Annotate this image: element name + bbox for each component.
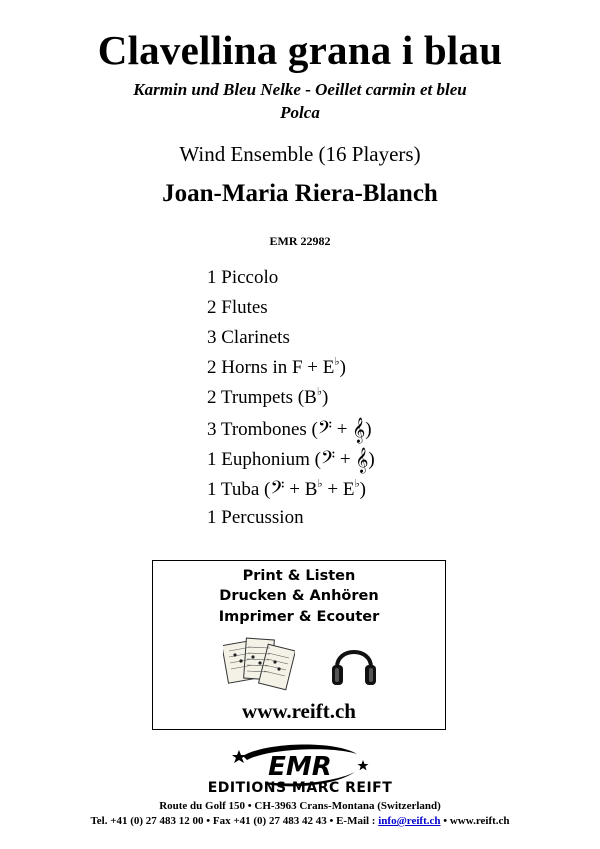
instrument-label: 1 Percussion — [207, 507, 304, 528]
flat-symbol: ♭ — [317, 478, 323, 490]
headphones-icon — [329, 637, 379, 689]
instrument-trombones — [207, 416, 372, 440]
instrument-label-end: ) — [359, 479, 366, 500]
plus-sign: + — [332, 419, 353, 440]
instrument-label-part: + B — [284, 479, 318, 500]
instrument-tuba — [207, 476, 366, 500]
plus-sign: + — [335, 449, 356, 470]
instrument-label: 3 Clarinets — [207, 327, 290, 348]
promo-line-french: Imprimer & Ecouter — [218, 609, 380, 625]
promo-line-english: Print & Listen — [242, 568, 356, 584]
page-title: Clavellina grana i blau — [97, 27, 503, 73]
instrument-label: 1 Tuba ( — [207, 479, 271, 500]
publisher-contact — [0, 815, 600, 827]
flat-symbol: ♭ — [334, 356, 340, 368]
instrument-label: 3 Trombones ( — [207, 419, 318, 440]
treble-clef-icon: 𝄞 — [355, 447, 369, 472]
flat-symbol: ♭ — [316, 386, 323, 398]
instrument-label: 2 Trumpets (B — [207, 387, 317, 408]
instrument-percussion — [207, 506, 304, 530]
print-listen-box — [152, 560, 446, 730]
promo-line-german: Drucken & Anhören — [219, 588, 379, 604]
instrument-label-end: ) — [322, 387, 329, 408]
publisher-name: EDITIONS MARC REIFT — [207, 780, 393, 796]
instrument-flutes — [207, 296, 268, 320]
bass-clef-icon: 𝄢 — [317, 417, 333, 442]
instrument-piccolo — [207, 266, 278, 290]
flat-symbol: ♭ — [354, 478, 360, 490]
instrument-trumpets — [207, 386, 328, 410]
email-link[interactable]: info@reift.ch — [378, 815, 441, 827]
ensemble-label: Wind Ensemble (16 Players) — [179, 142, 421, 166]
instrument-label: 2 Flutes — [207, 297, 268, 318]
genre-label: Polca — [280, 103, 320, 122]
instrument-label: 1 Piccolo — [207, 267, 279, 288]
svg-text:EMR: EMR — [268, 752, 332, 782]
publisher-address: Route du Golf 150 • CH-3963 Crans-Montana (Switzerland) — [159, 800, 441, 812]
bass-clef-icon: 𝄢 — [270, 477, 285, 502]
treble-clef-icon: 𝄞 — [352, 417, 366, 442]
subtitle: Karmin und Bleu Nelke - Oeillet carmin et bleu — [133, 80, 467, 99]
website-link[interactable]: www.reift.ch — [242, 699, 356, 723]
contact-text: Tel. +41 (0) 27 483 12 00 • Fax +41 (0) 27 483 42 43 • E-Mail : — [90, 815, 379, 827]
catalog-number: EMR 22982 — [269, 234, 331, 248]
instrument-label: 1 Euphonium ( — [207, 449, 321, 470]
bass-clef-icon: 𝄢 — [321, 447, 336, 472]
instrument-label-part: + E — [322, 479, 355, 500]
contact-website: • www.reift.ch — [440, 815, 510, 827]
instrument-label: 2 Horns in F + E — [207, 357, 335, 378]
instrument-euphonium — [207, 446, 375, 470]
instrument-label-end: ) — [368, 449, 375, 470]
sheet-music-icon — [223, 635, 295, 695]
instrument-clarinets — [207, 326, 290, 350]
instrument-label-end: ) — [339, 357, 346, 378]
instrument-label-end: ) — [365, 419, 372, 440]
instrument-horns — [207, 356, 346, 380]
composer-name: Joan-Maria Riera-Blanch — [162, 180, 438, 207]
